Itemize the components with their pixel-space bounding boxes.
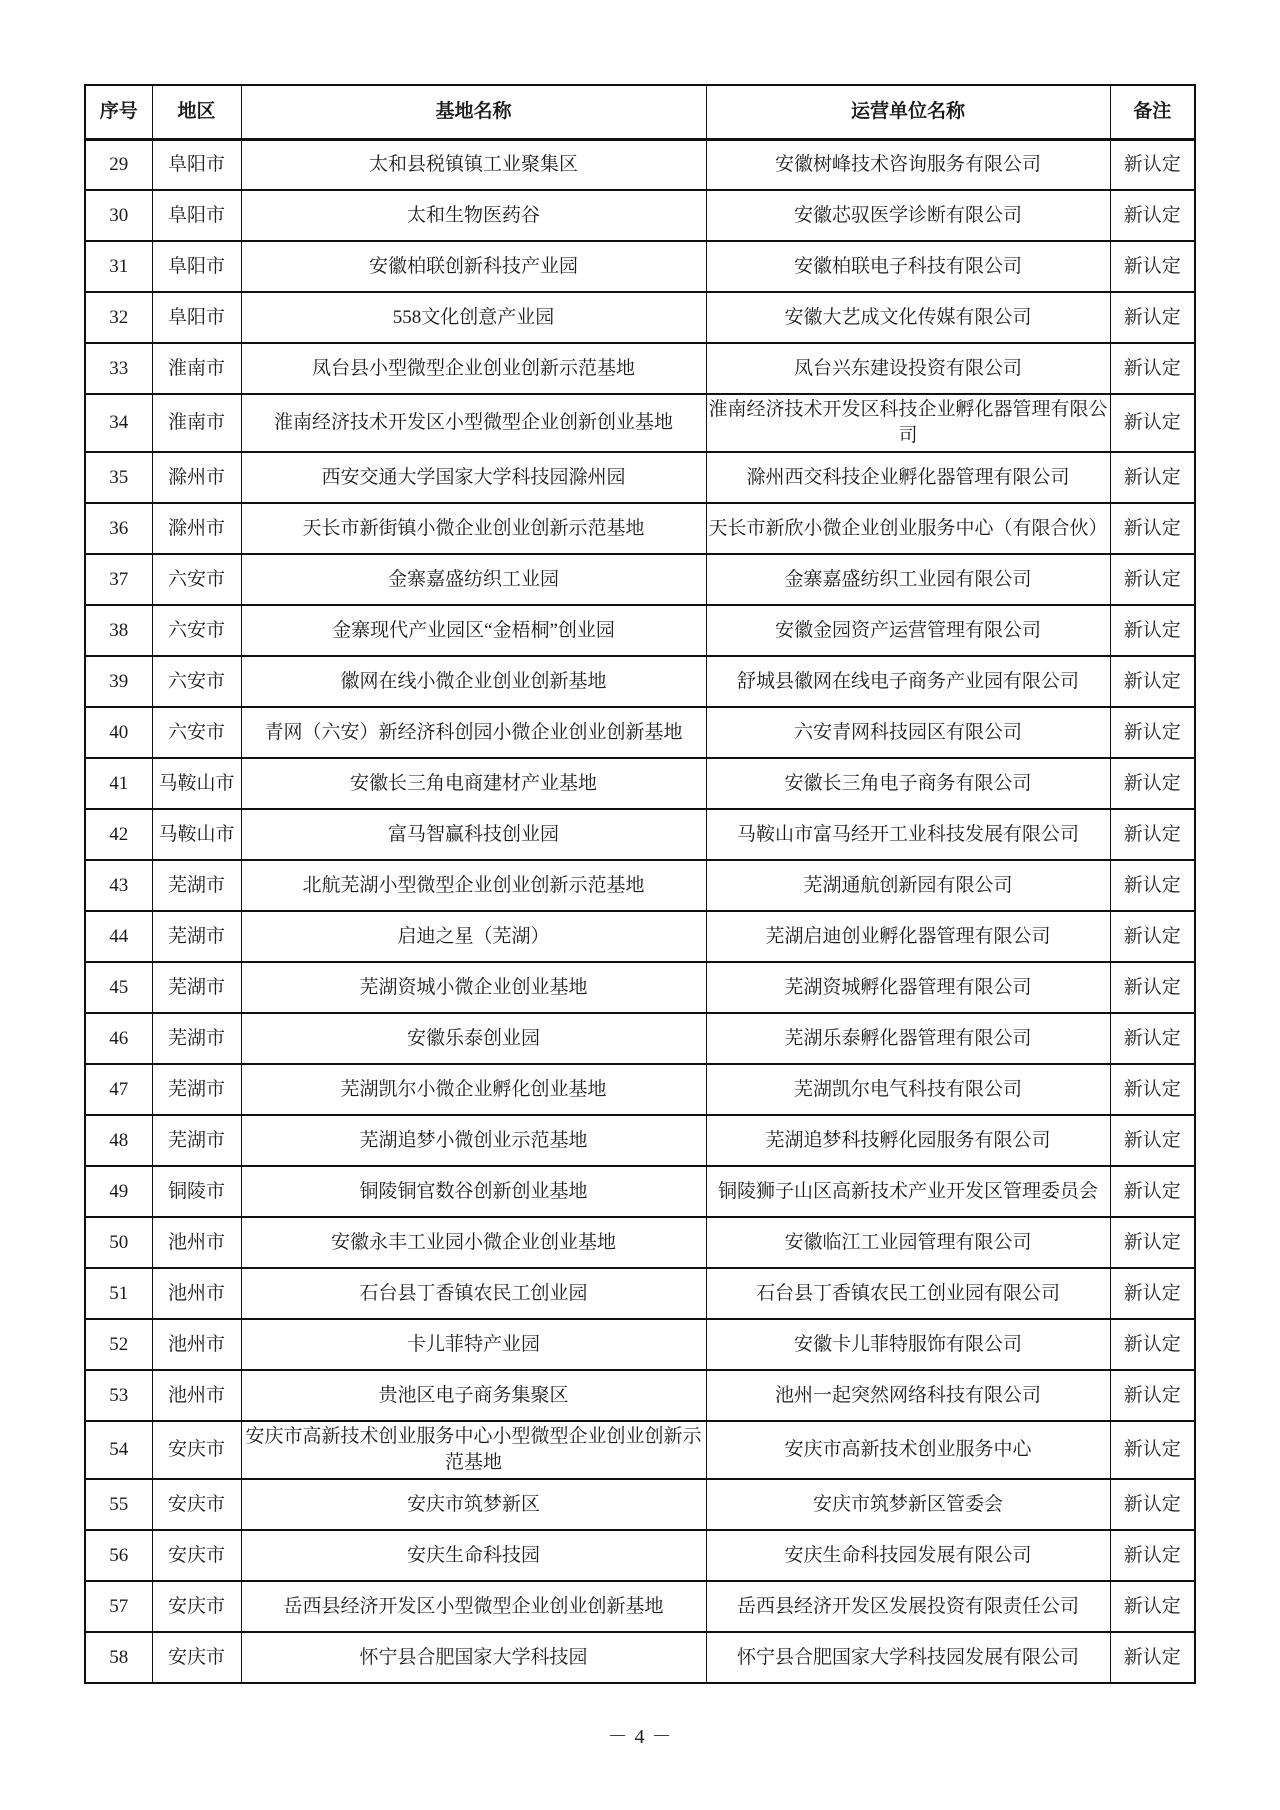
cell-no: 50	[85, 1217, 152, 1268]
cell-base: 富马智赢科技创业园	[241, 809, 706, 860]
cell-base: 贵池区电子商务集聚区	[241, 1370, 706, 1421]
cell-operator: 芜湖资城孵化器管理有限公司	[706, 962, 1110, 1013]
cell-no: 51	[85, 1268, 152, 1319]
cell-base: 558文化创意产业园	[241, 292, 706, 343]
cell-base: 安庆生命科技园	[241, 1530, 706, 1581]
cell-note: 新认定	[1110, 503, 1195, 554]
table-row	[85, 452, 1195, 503]
cell-no: 31	[85, 241, 152, 292]
cell-base: 青网（六安）新经济科创园小微企业创业创新基地	[241, 707, 706, 758]
cell-base: 金寨嘉盛纺织工业园	[241, 554, 706, 605]
cell-base: 芜湖凯尔小微企业孵化创业基地	[241, 1064, 706, 1115]
cell-no: 45	[85, 962, 152, 1013]
cell-region: 芜湖市	[152, 962, 241, 1013]
cell-region: 阜阳市	[152, 292, 241, 343]
table-row	[85, 241, 1195, 292]
cell-note: 新认定	[1110, 1217, 1195, 1268]
table-row	[85, 1166, 1195, 1217]
cell-region: 六安市	[152, 605, 241, 656]
cell-no: 53	[85, 1370, 152, 1421]
table-row	[85, 1421, 1195, 1479]
cell-operator: 安庆生命科技园发展有限公司	[706, 1530, 1110, 1581]
cell-base: 徽网在线小微企业创业创新基地	[241, 656, 706, 707]
cell-base: 安庆市高新技术创业服务中心小型微型企业创业创新示范基地	[241, 1421, 706, 1479]
cell-note: 新认定	[1110, 1166, 1195, 1217]
cell-base: 金寨现代产业园区“金梧桐”创业园	[241, 605, 706, 656]
cell-no: 42	[85, 809, 152, 860]
cell-note: 新认定	[1110, 656, 1195, 707]
cell-note: 新认定	[1110, 1632, 1195, 1683]
cell-operator: 舒城县徽网在线电子商务产业园有限公司	[706, 656, 1110, 707]
cell-operator: 金寨嘉盛纺织工业园有限公司	[706, 554, 1110, 605]
cell-base: 安庆市筑梦新区	[241, 1479, 706, 1530]
table-row	[85, 1370, 1195, 1421]
cell-no: 29	[85, 139, 152, 190]
cell-note: 新认定	[1110, 1013, 1195, 1064]
table-row	[85, 292, 1195, 343]
cell-base: 北航芜湖小型微型企业创业创新示范基地	[241, 860, 706, 911]
cell-operator: 安徽金园资产运营管理有限公司	[706, 605, 1110, 656]
cell-base: 铜陵铜官数谷创新创业基地	[241, 1166, 706, 1217]
cell-note: 新认定	[1110, 190, 1195, 241]
cell-note: 新认定	[1110, 292, 1195, 343]
cell-note: 新认定	[1110, 1421, 1195, 1479]
cell-no: 58	[85, 1632, 152, 1683]
cell-note: 新认定	[1110, 707, 1195, 758]
cell-note: 新认定	[1110, 860, 1195, 911]
table-row	[85, 1479, 1195, 1530]
cell-no: 34	[85, 394, 152, 452]
cell-base: 太和县税镇镇工业聚集区	[241, 139, 706, 190]
cell-no: 33	[85, 343, 152, 394]
cell-operator: 滁州西交科技企业孵化器管理有限公司	[706, 452, 1110, 503]
header-cell-note: 备注	[1110, 85, 1195, 139]
cell-base: 天长市新街镇小微企业创业创新示范基地	[241, 503, 706, 554]
page-number: － 4 －	[607, 1726, 673, 1748]
table-row	[85, 1319, 1195, 1370]
header-cell-region: 地区	[152, 85, 241, 139]
table-row	[85, 1268, 1195, 1319]
cell-note: 新认定	[1110, 1064, 1195, 1115]
cell-base: 石台县丁香镇农民工创业园	[241, 1268, 706, 1319]
cell-operator: 安庆市筑梦新区管委会	[706, 1479, 1110, 1530]
table-row	[85, 605, 1195, 656]
cell-region: 六安市	[152, 707, 241, 758]
cell-base: 岳西县经济开发区小型微型企业创业创新基地	[241, 1581, 706, 1632]
cell-no: 48	[85, 1115, 152, 1166]
cell-region: 芜湖市	[152, 1115, 241, 1166]
cell-note: 新认定	[1110, 1319, 1195, 1370]
cell-operator: 安庆市高新技术创业服务中心	[706, 1421, 1110, 1479]
cell-operator: 安徽长三角电子商务有限公司	[706, 758, 1110, 809]
cell-note: 新认定	[1110, 554, 1195, 605]
cell-note: 新认定	[1110, 1370, 1195, 1421]
cell-base: 安徽长三角电商建材产业基地	[241, 758, 706, 809]
cell-operator: 岳西县经济开发区发展投资有限责任公司	[706, 1581, 1110, 1632]
cell-note: 新认定	[1110, 1268, 1195, 1319]
cell-base: 安徽永丰工业园小微企业创业基地	[241, 1217, 706, 1268]
cell-region: 滁州市	[152, 452, 241, 503]
cell-no: 39	[85, 656, 152, 707]
cell-operator: 石台县丁香镇农民工创业园有限公司	[706, 1268, 1110, 1319]
cell-operator: 安徽卡儿菲特服饰有限公司	[706, 1319, 1110, 1370]
cell-note: 新认定	[1110, 139, 1195, 190]
table-row	[85, 1115, 1195, 1166]
cell-no: 32	[85, 292, 152, 343]
cell-note: 新认定	[1110, 241, 1195, 292]
cell-region: 阜阳市	[152, 190, 241, 241]
cell-region: 淮南市	[152, 343, 241, 394]
cell-no: 54	[85, 1421, 152, 1479]
table-row	[85, 503, 1195, 554]
cell-no: 56	[85, 1530, 152, 1581]
table-row	[85, 343, 1195, 394]
table-row	[85, 1217, 1195, 1268]
cell-no: 38	[85, 605, 152, 656]
cell-no: 55	[85, 1479, 152, 1530]
table-header	[85, 85, 1195, 139]
cell-no: 36	[85, 503, 152, 554]
cell-no: 43	[85, 860, 152, 911]
cell-base: 安徽柏联创新科技产业园	[241, 241, 706, 292]
table-row	[85, 139, 1195, 190]
cell-base: 启迪之星（芜湖）	[241, 911, 706, 962]
cell-region: 六安市	[152, 656, 241, 707]
cell-region: 池州市	[152, 1268, 241, 1319]
cell-region: 芜湖市	[152, 860, 241, 911]
cell-operator: 安徽树峰技术咨询服务有限公司	[706, 139, 1110, 190]
cell-base: 淮南经济技术开发区小型微型企业创新创业基地	[241, 394, 706, 452]
table-row	[85, 1064, 1195, 1115]
table-row	[85, 707, 1195, 758]
cell-region: 芜湖市	[152, 911, 241, 962]
table-row	[85, 1581, 1195, 1632]
cell-region: 阜阳市	[152, 139, 241, 190]
cell-operator: 淮南经济技术开发区科技企业孵化器管理有限公司	[706, 394, 1110, 452]
table-row	[85, 190, 1195, 241]
cell-no: 44	[85, 911, 152, 962]
cell-operator: 芜湖乐泰孵化器管理有限公司	[706, 1013, 1110, 1064]
cell-note: 新认定	[1110, 1479, 1195, 1530]
cell-region: 池州市	[152, 1319, 241, 1370]
cell-operator: 安徽临江工业园管理有限公司	[706, 1217, 1110, 1268]
cell-no: 47	[85, 1064, 152, 1115]
cell-base: 太和生物医药谷	[241, 190, 706, 241]
cell-operator: 安徽大艺成文化传媒有限公司	[706, 292, 1110, 343]
cell-base: 怀宁县合肥国家大学科技园	[241, 1632, 706, 1683]
table-header-row	[85, 85, 1195, 139]
cell-note: 新认定	[1110, 452, 1195, 503]
cell-no: 41	[85, 758, 152, 809]
cell-region: 安庆市	[152, 1530, 241, 1581]
cell-region: 铜陵市	[152, 1166, 241, 1217]
cell-note: 新认定	[1110, 343, 1195, 394]
cell-operator: 凤台兴东建设投资有限公司	[706, 343, 1110, 394]
header-cell-no: 序号	[85, 85, 152, 139]
cell-no: 35	[85, 452, 152, 503]
base-list-table	[84, 84, 1196, 1684]
cell-region: 安庆市	[152, 1479, 241, 1530]
cell-operator: 马鞍山市富马经开工业科技发展有限公司	[706, 809, 1110, 860]
table-row	[85, 394, 1195, 452]
table-row	[85, 554, 1195, 605]
cell-base: 西安交通大学国家大学科技园滁州园	[241, 452, 706, 503]
cell-no: 40	[85, 707, 152, 758]
table-row	[85, 1632, 1195, 1683]
cell-region: 安庆市	[152, 1632, 241, 1683]
cell-base: 卡儿菲特产业园	[241, 1319, 706, 1370]
cell-no: 46	[85, 1013, 152, 1064]
cell-operator: 池州一起突然网络科技有限公司	[706, 1370, 1110, 1421]
table-row	[85, 911, 1195, 962]
cell-region: 池州市	[152, 1370, 241, 1421]
cell-note: 新认定	[1110, 962, 1195, 1013]
cell-region: 阜阳市	[152, 241, 241, 292]
cell-no: 57	[85, 1581, 152, 1632]
table-row	[85, 656, 1195, 707]
cell-base: 芜湖资城小微企业创业基地	[241, 962, 706, 1013]
table-row	[85, 1530, 1195, 1581]
cell-note: 新认定	[1110, 1115, 1195, 1166]
cell-operator: 天长市新欣小微企业创业服务中心（有限合伙）	[706, 503, 1110, 554]
cell-operator: 芜湖凯尔电气科技有限公司	[706, 1064, 1110, 1115]
cell-note: 新认定	[1110, 394, 1195, 452]
cell-note: 新认定	[1110, 1581, 1195, 1632]
cell-operator: 芜湖启迪创业孵化器管理有限公司	[706, 911, 1110, 962]
cell-base: 安徽乐泰创业园	[241, 1013, 706, 1064]
table-row	[85, 860, 1195, 911]
cell-no: 52	[85, 1319, 152, 1370]
cell-operator: 六安青网科技园区有限公司	[706, 707, 1110, 758]
cell-region: 芜湖市	[152, 1064, 241, 1115]
cell-operator: 安徽柏联电子科技有限公司	[706, 241, 1110, 292]
cell-region: 芜湖市	[152, 1013, 241, 1064]
cell-region: 安庆市	[152, 1421, 241, 1479]
cell-operator: 怀宁县合肥国家大学科技园发展有限公司	[706, 1632, 1110, 1683]
table-body	[85, 139, 1195, 1683]
cell-region: 安庆市	[152, 1581, 241, 1632]
header-cell-base: 基地名称	[241, 85, 706, 139]
cell-region: 池州市	[152, 1217, 241, 1268]
cell-operator: 芜湖通航创新园有限公司	[706, 860, 1110, 911]
cell-note: 新认定	[1110, 605, 1195, 656]
cell-note: 新认定	[1110, 758, 1195, 809]
cell-region: 滁州市	[152, 503, 241, 554]
cell-note: 新认定	[1110, 1530, 1195, 1581]
table-row	[85, 1013, 1195, 1064]
cell-operator: 铜陵狮子山区高新技术产业开发区管理委员会	[706, 1166, 1110, 1217]
cell-note: 新认定	[1110, 809, 1195, 860]
cell-operator: 芜湖追梦科技孵化园服务有限公司	[706, 1115, 1110, 1166]
table-row	[85, 962, 1195, 1013]
cell-no: 49	[85, 1166, 152, 1217]
table-row	[85, 758, 1195, 809]
header-cell-operator: 运营单位名称	[706, 85, 1110, 139]
cell-no: 37	[85, 554, 152, 605]
cell-region: 淮南市	[152, 394, 241, 452]
table-row	[85, 809, 1195, 860]
cell-note: 新认定	[1110, 911, 1195, 962]
cell-region: 马鞍山市	[152, 809, 241, 860]
cell-operator: 安徽芯驭医学诊断有限公司	[706, 190, 1110, 241]
cell-region: 马鞍山市	[152, 758, 241, 809]
cell-base: 凤台县小型微型企业创业创新示范基地	[241, 343, 706, 394]
cell-no: 30	[85, 190, 152, 241]
cell-base: 芜湖追梦小微创业示范基地	[241, 1115, 706, 1166]
cell-region: 六安市	[152, 554, 241, 605]
